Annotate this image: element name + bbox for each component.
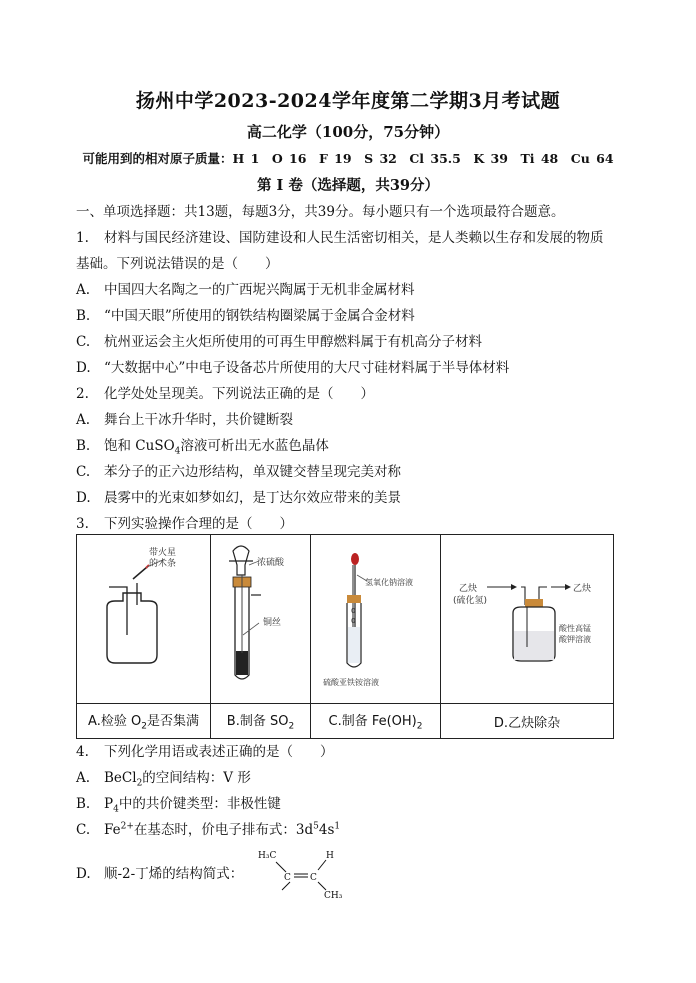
option-key: B. xyxy=(76,796,91,812)
option-key: D. xyxy=(76,866,91,882)
atomic-masses: 可能用到的相对原子质量：H 1 O 16 F 19 S 32 Cl 35.5 K 39 Ti 48 Cu 64 xyxy=(82,151,614,166)
question-1-stem-cont: 基础。下列说法错误的是（ ） xyxy=(76,256,279,272)
question-2-option-a xyxy=(76,408,293,428)
question-3-stem xyxy=(76,512,293,532)
caption-b: B.制备 $SO_2$ xyxy=(211,704,311,739)
question-text: 化学处处呈现美。下列说法正确的是（ ） xyxy=(104,386,374,402)
option-key: B. xyxy=(76,438,91,454)
caption-c: C.制备 $Fe(OH)_2$ xyxy=(311,704,441,739)
exam-title: 扬州中学2023-2024学年度第二学期3月考试题 xyxy=(135,90,561,112)
option-key: C. xyxy=(76,334,91,350)
copper-label: 铜丝 xyxy=(263,618,282,628)
option-key: A. xyxy=(76,282,91,298)
question-text: 材料与国民经济建设、国防建设和人民生活密切相关，是人类赖以生存和发展的物质 xyxy=(104,230,604,246)
methyl-right: CH₃ xyxy=(324,891,343,898)
option-text: 饱和 CuSO xyxy=(104,438,175,454)
splint-label: 带火星 xyxy=(149,548,177,558)
caption-d: D.乙炔除杂 xyxy=(441,704,614,739)
option-text: 苯分子的正六边形结构，单双键交替呈现完美对称 xyxy=(104,464,401,480)
question-1-stem xyxy=(76,226,604,246)
question-text: 下列实验操作合理的是（ ） xyxy=(104,516,293,532)
methyl-left: H₃C xyxy=(258,851,277,861)
exam-subtitle: 高二化学（100分，75分钟） xyxy=(246,123,450,141)
splint-label-2: 的木条 xyxy=(149,559,177,569)
apparatus-d-cell xyxy=(441,535,614,704)
option-text: 中国四大名陶之一的广西坭兴陶属于无机非金属材料 xyxy=(104,282,415,298)
question-2-stem xyxy=(76,382,374,402)
acetylene-in-label: 乙炔 xyxy=(459,584,478,594)
option-key: A. xyxy=(76,412,91,428)
option-text: 晨雾中的光束如梦如幻，是丁达尔效应带来的美景 xyxy=(104,490,401,506)
option-text: 杭州亚运会主火炬所使用的可再生甲醇燃料属于有机高分子材料 xyxy=(104,334,482,350)
option-key: B. xyxy=(76,308,91,324)
question-2-option-b xyxy=(76,434,329,457)
part-heading: 第 I 卷（选择题，共39分） xyxy=(256,177,440,194)
question-number: 3. xyxy=(76,516,89,532)
question-number: 1. xyxy=(76,230,89,246)
svg-text:0: 0 xyxy=(351,617,356,625)
option-text: “大数据中心”中电子设备芯片所使用的大尺寸硅材料属于半导体材料 xyxy=(104,360,510,376)
feso4-label: 硫酸亚铁铵溶液 xyxy=(323,678,379,687)
acid-label: 浓硫酸 xyxy=(257,558,285,568)
question-4-option-d: D. 顺-2-丁烯的结构简式： xyxy=(76,866,244,882)
option-key: A. xyxy=(76,770,91,786)
kmno4-label-2: 酸钾溶液 xyxy=(559,635,591,644)
question-3-apparatus-table xyxy=(76,534,614,739)
option-key: C. xyxy=(76,464,91,480)
caption-a: A.检验 $O_2$是否集满 xyxy=(77,704,211,739)
hydrogen-right: H xyxy=(326,851,334,861)
hydrogen-sulfide-label: (硫化氢) xyxy=(453,596,488,606)
option-text: 舞台上干冰升华时，共价键断裂 xyxy=(104,412,293,428)
svg-text:0: 0 xyxy=(351,607,356,615)
subscript: 4 xyxy=(174,446,181,457)
question-4-option-b: B. $P_4$中的共价键类型：非极性键 xyxy=(76,796,281,815)
option-text: “中国天眼”所使用的钢铁结构圈梁属于金属合金材料 xyxy=(104,308,415,324)
so2-apparatus-diagram xyxy=(211,535,311,699)
question-4-option-c: C. $Fe^{2+}$在基态时，价电子排布式：$3d^54s^1$ xyxy=(76,821,341,838)
question-2-option-c xyxy=(76,460,401,480)
question-1-option-c xyxy=(76,330,482,350)
option-text: 溶液可析出无水蓝色晶体 xyxy=(180,438,329,454)
question-text: 下列化学用语或表述正确的是（ ） xyxy=(104,744,334,760)
question-1-option-b xyxy=(76,304,415,324)
carbon-right: C xyxy=(310,873,317,883)
question-4-stem xyxy=(76,740,334,760)
apparatus-b-cell xyxy=(211,535,311,704)
acetylene-washing-diagram xyxy=(441,535,614,699)
question-number: 2. xyxy=(76,386,89,402)
option-key: D. xyxy=(76,360,91,376)
apparatus-c-cell xyxy=(311,535,441,704)
question-number: 4. xyxy=(76,744,89,760)
question-4-option-a: A. BeCl$_2$的空间结构：V 形 xyxy=(76,770,251,789)
apparatus-a-cell xyxy=(77,535,211,704)
question-1-option-d xyxy=(76,356,509,376)
carbon-left: C xyxy=(284,873,291,883)
kmno4-label: 酸性高锰 xyxy=(559,624,591,633)
cis-2-butene-structure xyxy=(254,842,354,898)
acetylene-out-label: 乙炔 xyxy=(573,584,592,594)
naoh-label: 氢氧化钠溶液 xyxy=(365,578,413,587)
gas-bottle-diagram xyxy=(77,535,211,699)
section-instructions: 一、单项选择题：共13题，每题3分，共39分。每小题只有一个选项最符合题意。 xyxy=(76,204,565,220)
question-2-option-d xyxy=(76,486,401,506)
feoh2-apparatus-diagram xyxy=(311,535,441,699)
option-key: C. xyxy=(76,822,91,838)
option-key: D. xyxy=(76,490,91,506)
question-1-option-a xyxy=(76,278,415,298)
